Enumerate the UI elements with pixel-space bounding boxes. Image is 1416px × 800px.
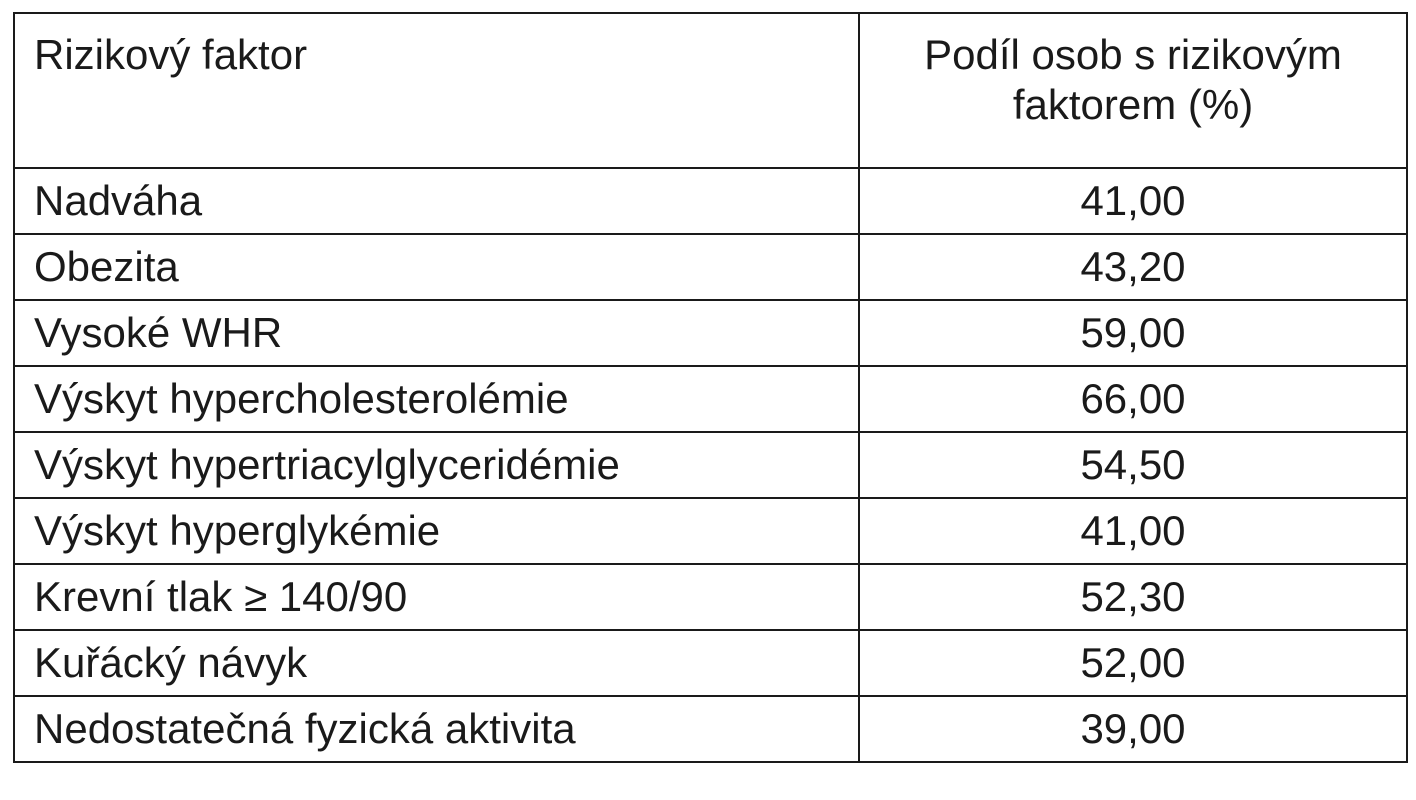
table-row xyxy=(14,696,1407,762)
share-value-cell: 41,00 xyxy=(859,168,1407,234)
risk-factor-cell: Výskyt hypercholesterolémie xyxy=(14,366,859,432)
risk-factor-cell: Krevní tlak ≥ 140/90 xyxy=(14,564,859,630)
risk-factor-cell: Obezita xyxy=(14,234,859,300)
risk-factor-cell: Výskyt hypertriacylglyceridémie xyxy=(14,432,859,498)
share-value-cell: 39,00 xyxy=(859,696,1407,762)
share-value-cell: 54,50 xyxy=(859,432,1407,498)
risk-factor-table xyxy=(13,12,1408,763)
risk-factor-cell: Výskyt hyperglykémie xyxy=(14,498,859,564)
share-value-cell: 41,00 xyxy=(859,498,1407,564)
share-value-cell: 52,30 xyxy=(859,564,1407,630)
table-row xyxy=(14,366,1407,432)
table-row xyxy=(14,564,1407,630)
table-row xyxy=(14,498,1407,564)
risk-factor-cell: Kuřácký návyk xyxy=(14,630,859,696)
share-value-cell: 66,00 xyxy=(859,366,1407,432)
table-row xyxy=(14,630,1407,696)
table-row xyxy=(14,300,1407,366)
table-body xyxy=(14,168,1407,762)
risk-factor-cell: Nedostatečná fyzická aktivita xyxy=(14,696,859,762)
header-risk-factor: Rizikový faktor xyxy=(14,13,859,168)
risk-factor-cell: Vysoké WHR xyxy=(14,300,859,366)
share-value-cell: 43,20 xyxy=(859,234,1407,300)
table-row xyxy=(14,432,1407,498)
share-value-cell: 59,00 xyxy=(859,300,1407,366)
share-value-cell: 52,00 xyxy=(859,630,1407,696)
table-row xyxy=(14,168,1407,234)
table-row xyxy=(14,234,1407,300)
risk-factor-cell: Nadváha xyxy=(14,168,859,234)
table-header xyxy=(14,13,1407,168)
header-row xyxy=(14,13,1407,168)
header-share-percent: Podíl osob s rizikovým faktorem (%) xyxy=(859,13,1407,168)
